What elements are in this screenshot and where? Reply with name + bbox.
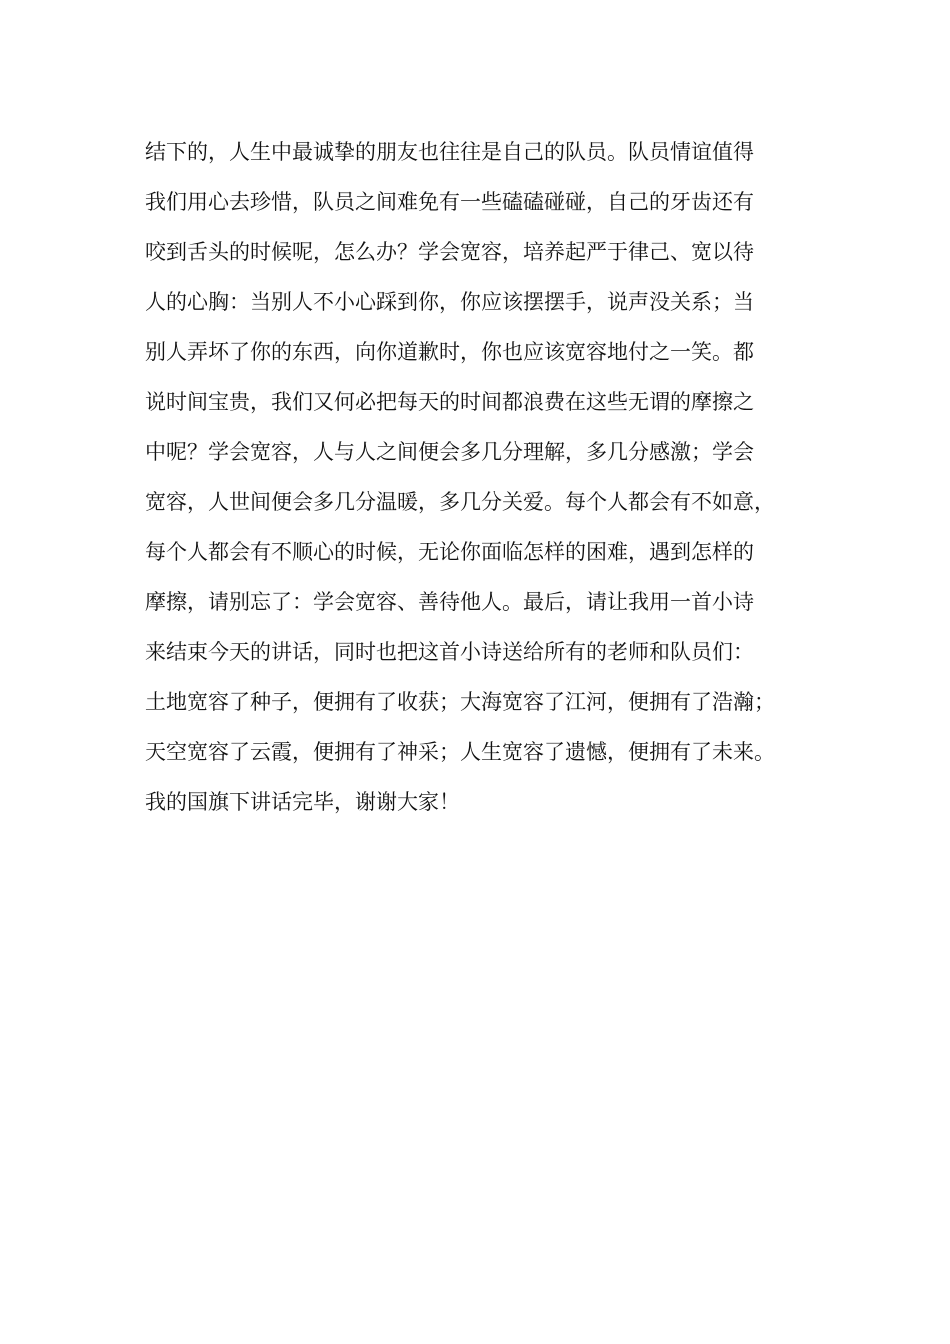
text-line: 摩擦，请别忘了：学会宽容、善待他人。最后，请让我用一首小诗 [145,590,754,614]
body-text [145,135,845,835]
text-line: 结下的，人生中最诚挚的朋友也往往是自己的队员。队员情谊值得 [145,140,754,164]
text-line: 咬到舌头的时候呢，怎么办？学会宽容，培养起严于律己、宽以待 [145,240,754,264]
text-line: 我们用心去珍惜，队员之间难免有一些磕磕碰碰，自己的牙齿还有 [145,190,754,214]
text-line: 别人弄坏了你的东西，向你道歉时，你也应该宽容地付之一笑。都 [145,340,754,364]
text-line: 我的国旗下讲话完毕，谢谢大家！ [145,790,460,814]
text-line: 每个人都会有不顺心的时候，无论你面临怎样的困难，遇到怎样的 [145,540,754,564]
text-line: 来结束今天的讲话，同时也把这首小诗送给所有的老师和队员们： [145,640,754,664]
text-line: 宽容，人世间便会多几分温暖，多几分关爱。每个人都会有不如意， [145,490,775,514]
text-line: 说时间宝贵，我们又何必把每天的时间都浪费在这些无谓的摩擦之 [145,390,754,414]
text-line: 人的心胸：当别人不小心踩到你，你应该摆摆手，说声没关系；当 [145,290,754,314]
text-line: 天空宽容了云霞，便拥有了神采；人生宽容了遗憾，便拥有了未来。 [145,740,775,764]
text-line: 中呢？学会宽容，人与人之间便会多几分理解，多几分感激；学会 [145,440,754,464]
text-line: 土地宽容了种子，便拥有了收获；大海宽容了江河，便拥有了浩瀚； [145,690,775,714]
